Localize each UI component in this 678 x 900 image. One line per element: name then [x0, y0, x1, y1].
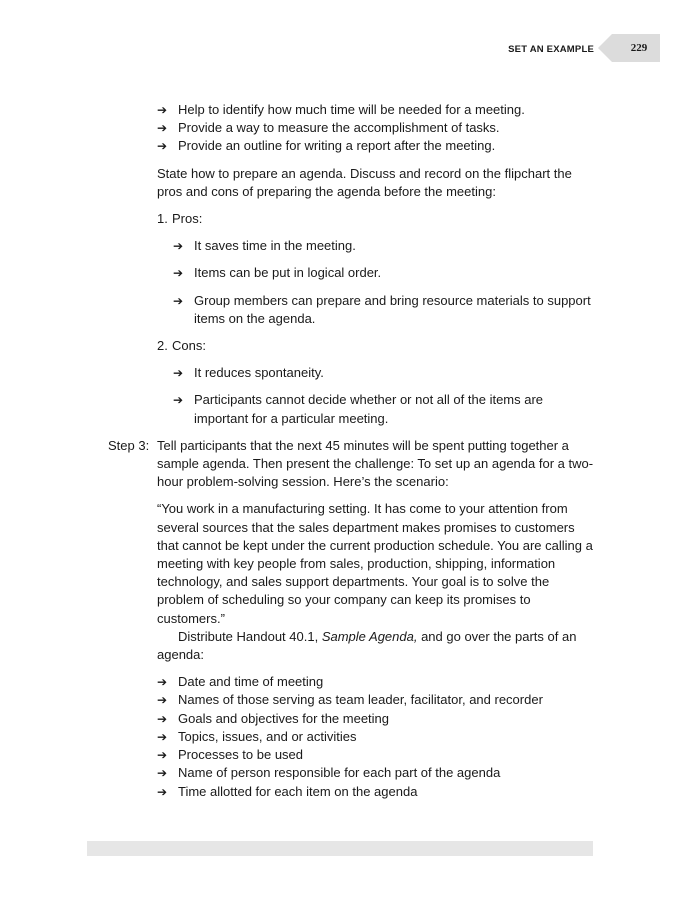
list-item: ➔ Help to identify how much time will be needed for a meeting.: [157, 101, 597, 119]
footer-bar: [87, 841, 593, 856]
arrow-right-icon: ➔: [173, 393, 184, 408]
arrow-right-icon: ➔: [173, 266, 184, 281]
arrow-right-icon: ➔: [157, 103, 168, 117]
handout-title: Sample Agenda,: [321, 628, 418, 644]
arrow-right-icon: ➔: [157, 766, 168, 781]
arrow-right-icon: ➔: [173, 293, 184, 308]
arrow-right-icon: ➔: [157, 139, 168, 154]
list-item: ➔ Provide a way to measure the accomplishment of tasks.: [157, 119, 597, 137]
list-item: ➔ Name of person responsible for each part of the agenda: [157, 764, 597, 782]
page-body: [108, 101, 597, 801]
step-label: Step 3:: [108, 437, 150, 453]
arrow-right-icon: ➔: [157, 693, 168, 708]
arrow-right-icon: ➔: [157, 729, 168, 744]
page-number: 229: [630, 42, 648, 54]
arrow-right-icon: ➔: [173, 239, 184, 254]
arrow-right-icon: ➔: [157, 748, 168, 763]
pros-number: 1.: [157, 211, 168, 227]
cons-item: ➔ Participants cannot decide whether or not all of the items are important for a particular meeting.: [173, 392, 544, 426]
cons-number: 2.: [157, 338, 168, 354]
arrow-right-icon: ➔: [157, 675, 168, 690]
pros-item: ➔ Group members can prepare and bring resource materials to support items on the agenda.: [173, 292, 591, 326]
cons-item: ➔ It reduces spontaneity.: [157, 364, 597, 382]
cons-heading: [157, 337, 597, 355]
cons-label: Cons:: [172, 338, 206, 354]
list-item: ➔ Goals and objectives for the meeting: [157, 710, 597, 728]
arrow-right-icon: ➔: [173, 366, 184, 381]
list-item: ➔ Names of those serving as team leader, facilitator, and recorder: [157, 691, 597, 709]
list-item: ➔ Provide an outline for writing a report after the meeting.: [157, 137, 597, 155]
handout-paragraph: Distribute Handout 40.1, Sample Agenda, and go over the parts of an agenda:: [157, 628, 577, 663]
list-item: ➔ Topics, issues, and or activities: [157, 728, 597, 746]
step-3: [108, 437, 597, 492]
pros-label: Pros:: [172, 211, 203, 227]
pros-item: ➔ It saves time in the meeting.: [157, 237, 597, 255]
running-header-title: SET AN EXAMPLE: [508, 44, 594, 55]
pros-item: ➔ Items can be put in logical order.: [157, 264, 597, 282]
list-item: ➔ Date and time of meeting: [157, 673, 597, 691]
agenda-parts-list: [157, 673, 597, 800]
step-3-text: Tell participants that the next 45 minutes will be spent putting together a sample agenda. Then present the challenge: To set up an agenda for a two-hour problem-solving session. Here’s the scenario:: [157, 437, 594, 490]
arrow-right-icon: ➔: [157, 784, 168, 799]
pros-heading: [157, 210, 597, 228]
scenario-quote: “You work in a manufacturing setting. It has come to your attention from several sources that the sales department makes promises to customers that cannot be kept under the current production schedule. You are calling a meeting with key people from sales, production, shipping, information technology, and sales support departments. Your goal is to solve the problem of scheduling so your company can keep its promises to customers.”: [157, 501, 593, 626]
list-item: ➔ Processes to be used: [157, 746, 597, 764]
arrow-right-icon: ➔: [157, 121, 168, 136]
list-item: ➔ Time allotted for each item on the agenda: [157, 783, 597, 801]
agenda-intro-paragraph: State how to prepare an agenda. Discuss and record on the flipchart the pros and cons of preparing the agenda before the meeting:: [157, 165, 572, 199]
benefit-list: [157, 101, 597, 156]
arrow-right-icon: ➔: [157, 711, 168, 726]
